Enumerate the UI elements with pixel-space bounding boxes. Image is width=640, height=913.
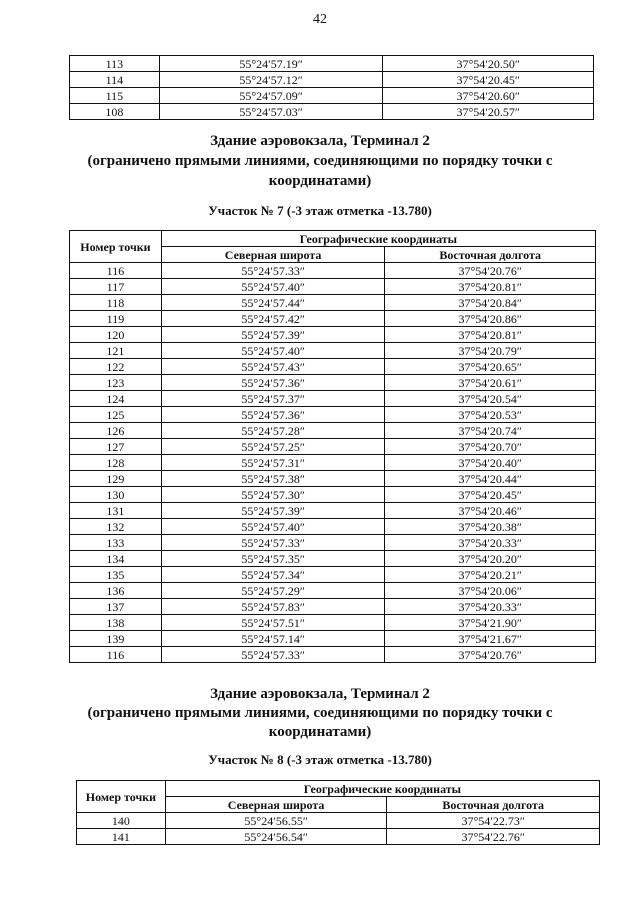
- latitude-cell: 55°24′57.39″: [161, 327, 385, 343]
- longitude-cell: 37°54′20.81″: [385, 327, 596, 343]
- point-number-cell: 116: [70, 647, 162, 663]
- longitude-cell: 37°54′20.60″: [383, 88, 594, 104]
- point-number-cell: 130: [70, 487, 162, 503]
- section7-subtitle: Участок № 7 (-3 этаж отметка -13.780): [208, 203, 432, 218]
- table-row: [70, 423, 596, 439]
- point-number-cell: 115: [70, 88, 160, 104]
- longitude-cell: 37°54′20.61″: [385, 375, 596, 391]
- longitude-cell: 37°54′20.50″: [383, 56, 594, 72]
- point-number-cell: 126: [70, 423, 162, 439]
- longitude-cell: 37°54′20.40″: [385, 455, 596, 471]
- point-number-cell: 129: [70, 471, 162, 487]
- latitude-cell: 55°24′57.33″: [161, 263, 385, 279]
- longitude-cell: 37°54′20.46″: [385, 503, 596, 519]
- longitude-cell: 37°54′20.79″: [385, 343, 596, 359]
- latitude-cell: 55°24′57.40″: [161, 519, 385, 535]
- point-number-cell: 120: [70, 327, 162, 343]
- latitude-cell: 55°24′57.39″: [161, 503, 385, 519]
- table-row: [70, 535, 596, 551]
- section8-title-line2: (ограничено прямыми линиями, соединяющими по порядку точки с: [87, 705, 553, 721]
- table-row: [70, 583, 596, 599]
- section7-coordinates-table: [69, 230, 596, 663]
- point-number-cell: 113: [70, 56, 160, 72]
- latitude-cell: 55°24′57.19″: [159, 56, 383, 72]
- latitude-cell: 55°24′57.31″: [161, 455, 385, 471]
- point-number-cell: 133: [70, 535, 162, 551]
- longitude-cell: 37°54′20.21″: [385, 567, 596, 583]
- section7-table-body: [70, 263, 596, 663]
- latitude-header: Северная широта: [161, 247, 385, 263]
- point-number-cell: 136: [70, 583, 162, 599]
- latitude-cell: 55°24′57.33″: [161, 535, 385, 551]
- table-row: [70, 263, 596, 279]
- latitude-cell: 55°24′56.55″: [165, 813, 387, 829]
- longitude-cell: 37°54′20.86″: [385, 311, 596, 327]
- latitude-cell: 55°24′56.54″: [165, 829, 387, 845]
- longitude-cell: 37°54′20.74″: [385, 423, 596, 439]
- latitude-cell: 55°24′57.34″: [161, 567, 385, 583]
- latitude-cell: 55°24′57.36″: [161, 375, 385, 391]
- point-number-cell: 119: [70, 311, 162, 327]
- longitude-header: Восточная долгота: [385, 247, 596, 263]
- longitude-cell: 37°54′20.53″: [385, 407, 596, 423]
- longitude-cell: 37°54′20.33″: [385, 535, 596, 551]
- top-coordinates-table: [69, 55, 594, 120]
- latitude-cell: 55°24′57.83″: [161, 599, 385, 615]
- longitude-header: Восточная долгота: [387, 797, 600, 813]
- point-number-cell: 116: [70, 263, 162, 279]
- table-row: [70, 359, 596, 375]
- table-row: [70, 519, 596, 535]
- latitude-cell: 55°24′57.35″: [161, 551, 385, 567]
- longitude-cell: 37°54′20.76″: [385, 647, 596, 663]
- latitude-cell: 55°24′57.38″: [161, 471, 385, 487]
- latitude-cell: 55°24′57.40″: [161, 279, 385, 295]
- point-number-cell: 137: [70, 599, 162, 615]
- section8-title-line3: координатами): [268, 724, 372, 740]
- point-number-header: Номер точки: [77, 781, 166, 813]
- point-number-cell: 127: [70, 439, 162, 455]
- latitude-cell: 55°24′57.51″: [161, 615, 385, 631]
- point-number-cell: 134: [70, 551, 162, 567]
- table-row: [70, 88, 594, 104]
- latitude-cell: 55°24′57.43″: [161, 359, 385, 375]
- geo-coordinates-header: Географические координаты: [161, 231, 595, 247]
- table-row: [77, 813, 600, 829]
- point-number-cell: 135: [70, 567, 162, 583]
- longitude-cell: 37°54′22.73″: [387, 813, 600, 829]
- point-number-cell: 125: [70, 407, 162, 423]
- table-row: [70, 104, 594, 120]
- longitude-cell: 37°54′20.70″: [385, 439, 596, 455]
- section7-title-line3: координатами): [268, 173, 372, 189]
- section8-coordinates-table: [76, 780, 600, 845]
- point-number-cell: 139: [70, 631, 162, 647]
- longitude-cell: 37°54′20.57″: [383, 104, 594, 120]
- longitude-cell: 37°54′20.20″: [385, 551, 596, 567]
- table-row: [70, 327, 596, 343]
- point-number-cell: 140: [77, 813, 166, 829]
- table-row: [70, 631, 596, 647]
- geo-coordinates-header: Географические координаты: [165, 781, 599, 797]
- latitude-cell: 55°24′57.33″: [161, 647, 385, 663]
- longitude-cell: 37°54′21.90″: [385, 615, 596, 631]
- table-row: [70, 599, 596, 615]
- latitude-cell: 55°24′57.37″: [161, 391, 385, 407]
- longitude-cell: 37°54′20.81″: [385, 279, 596, 295]
- point-number-cell: 138: [70, 615, 162, 631]
- latitude-cell: 55°24′57.42″: [161, 311, 385, 327]
- latitude-cell: 55°24′57.36″: [161, 407, 385, 423]
- point-number-cell: 123: [70, 375, 162, 391]
- page-number: 42: [313, 12, 327, 27]
- latitude-cell: 55°24′57.25″: [161, 439, 385, 455]
- table-row: [70, 455, 596, 471]
- point-number-cell: 128: [70, 455, 162, 471]
- point-number-cell: 124: [70, 391, 162, 407]
- table-row: [70, 551, 596, 567]
- latitude-cell: 55°24′57.14″: [161, 631, 385, 647]
- longitude-cell: 37°54′21.67″: [385, 631, 596, 647]
- table-row: [70, 279, 596, 295]
- point-number-header: Номер точки: [70, 231, 162, 263]
- latitude-cell: 55°24′57.12″: [159, 72, 383, 88]
- latitude-header: Северная широта: [165, 797, 387, 813]
- longitude-cell: 37°54′20.65″: [385, 359, 596, 375]
- section8-table-body: [77, 813, 600, 845]
- table-row: [70, 311, 596, 327]
- table-row: [70, 615, 596, 631]
- top-table-body: [70, 56, 594, 120]
- latitude-cell: 55°24′57.44″: [161, 295, 385, 311]
- point-number-cell: 121: [70, 343, 162, 359]
- table-row: [70, 343, 596, 359]
- latitude-cell: 55°24′57.29″: [161, 583, 385, 599]
- longitude-cell: 37°54′20.76″: [385, 263, 596, 279]
- latitude-cell: 55°24′57.28″: [161, 423, 385, 439]
- table-row: [70, 407, 596, 423]
- table-row: [77, 829, 600, 845]
- latitude-cell: 55°24′57.30″: [161, 487, 385, 503]
- section7-title-line1: Здание аэровокзала, Терминал 2: [210, 133, 430, 149]
- longitude-cell: 37°54′20.38″: [385, 519, 596, 535]
- point-number-cell: 122: [70, 359, 162, 375]
- table-row: [70, 375, 596, 391]
- longitude-cell: 37°54′22.76″: [387, 829, 600, 845]
- longitude-cell: 37°54′20.33″: [385, 599, 596, 615]
- point-number-cell: 108: [70, 104, 160, 120]
- point-number-cell: 131: [70, 503, 162, 519]
- table-row: [70, 487, 596, 503]
- point-number-cell: 114: [70, 72, 160, 88]
- latitude-cell: 55°24′57.09″: [159, 88, 383, 104]
- longitude-cell: 37°54′20.06″: [385, 583, 596, 599]
- longitude-cell: 37°54′20.44″: [385, 471, 596, 487]
- longitude-cell: 37°54′20.45″: [383, 72, 594, 88]
- latitude-cell: 55°24′57.03″: [159, 104, 383, 120]
- table-row: [70, 439, 596, 455]
- table-row: [70, 295, 596, 311]
- table-row: [70, 56, 594, 72]
- point-number-cell: 141: [77, 829, 166, 845]
- latitude-cell: 55°24′57.40″: [161, 343, 385, 359]
- table-row: [70, 567, 596, 583]
- table-row: [70, 72, 594, 88]
- longitude-cell: 37°54′20.45″: [385, 487, 596, 503]
- table-row: [70, 391, 596, 407]
- longitude-cell: 37°54′20.54″: [385, 391, 596, 407]
- longitude-cell: 37°54′20.84″: [385, 295, 596, 311]
- table-row: [70, 647, 596, 663]
- point-number-cell: 117: [70, 279, 162, 295]
- section7-title-line2: (ограничено прямыми линиями, соединяющими по порядку точки с: [87, 153, 553, 169]
- point-number-cell: 132: [70, 519, 162, 535]
- section8-subtitle: Участок № 8 (-3 этаж отметка -13.780): [208, 752, 432, 767]
- point-number-cell: 118: [70, 295, 162, 311]
- table-row: [70, 471, 596, 487]
- section8-title-line1: Здание аэровокзала, Терминал 2: [210, 686, 430, 702]
- table-row: [70, 503, 596, 519]
